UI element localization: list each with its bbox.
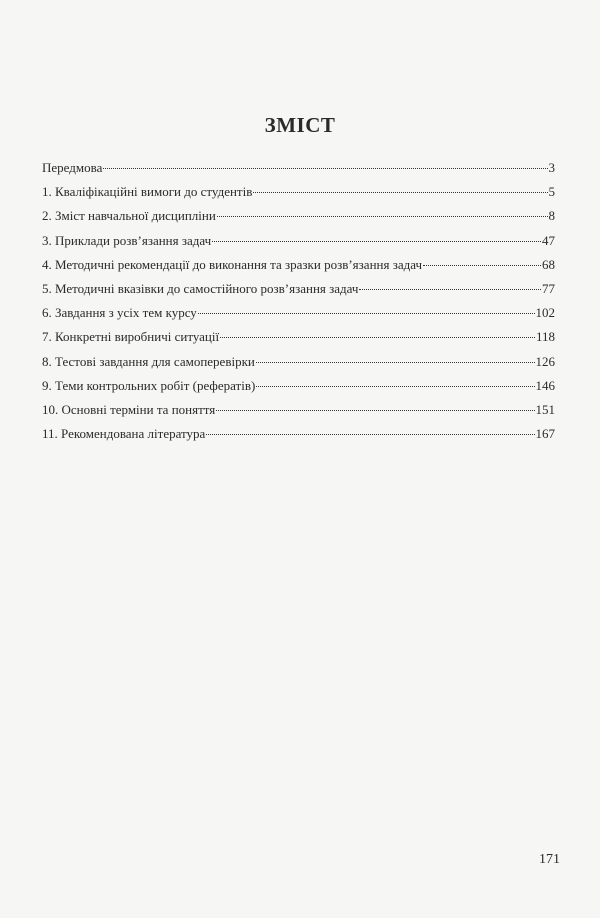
toc-entry-label: 11. Рекомендована література	[42, 426, 206, 442]
toc-entry	[42, 305, 555, 329]
toc-entry	[42, 402, 555, 426]
toc-dot-leader	[253, 192, 547, 193]
toc-entry-page: 5	[548, 184, 555, 200]
toc-dot-leader	[423, 265, 541, 266]
toc-entry-page: 3	[548, 160, 555, 175]
toc-dot-leader	[103, 168, 547, 169]
toc-entry	[42, 184, 555, 208]
toc-dot-leader	[216, 410, 534, 411]
toc-dot-leader	[256, 362, 535, 363]
toc-entry-label: 7. Конкретні виробничі ситуації	[42, 329, 220, 345]
toc-entry-label: 9. Теми контрольних робіт (рефератів)	[42, 377, 256, 393]
toc-entry-page: 77	[542, 280, 555, 296]
toc-entry-label: 8. Тестові завдання для самоперевірки	[42, 353, 255, 369]
toc-entry	[42, 329, 555, 353]
toc-entry-page: 167	[535, 426, 555, 442]
toc-entry-label: Передмова	[42, 160, 103, 175]
toc-dot-leader	[256, 386, 534, 387]
toc-entry-page: 146	[535, 377, 555, 393]
toc-entry-page: 47	[542, 232, 555, 248]
toc-entry	[42, 160, 555, 184]
toc-entry	[42, 257, 555, 281]
toc-dot-leader	[217, 216, 548, 217]
toc-entry-label: 2. Зміст навчальної дисципліни	[42, 208, 216, 224]
toc-entry	[42, 426, 555, 450]
toc-entry	[42, 233, 555, 257]
toc-entry	[42, 208, 555, 232]
toc-entry-page: 68	[542, 256, 555, 272]
toc-dot-leader	[220, 337, 535, 338]
toc-entry	[42, 354, 555, 378]
toc-dot-leader	[359, 289, 541, 290]
toc-entry	[42, 281, 555, 305]
toc-dot-leader	[206, 434, 534, 435]
toc-entry-label: 6. Завдання з усіх тем курсу	[42, 305, 197, 321]
toc-entry-label: 5. Методичні вказівки до самостійного розв’язання задач	[42, 280, 359, 296]
toc-entry-label: 10. Основні терміни та поняття	[42, 401, 216, 417]
toc-entry-page: 8	[548, 208, 555, 224]
toc-dot-leader	[212, 241, 541, 242]
toc-entry-page: 118	[535, 329, 555, 345]
toc-dot-leader	[198, 313, 535, 314]
page-title: ЗМІСТ	[264, 113, 336, 137]
toc-entry-page: 126	[535, 353, 555, 369]
toc-entry-page: 102	[535, 305, 555, 321]
toc-entry	[42, 378, 555, 402]
toc-entry-label: 4. Методичні рекомендації до виконання та зразки розв’язання задач	[42, 256, 423, 272]
toc-entry-label: 1. Кваліфікаційні вимоги до студентів	[42, 184, 253, 200]
page-number: 171	[539, 852, 560, 867]
table-of-contents	[42, 160, 555, 450]
toc-entry-label: 3. Приклади розв’язання задач	[42, 232, 212, 248]
toc-entry-page: 151	[535, 401, 555, 417]
